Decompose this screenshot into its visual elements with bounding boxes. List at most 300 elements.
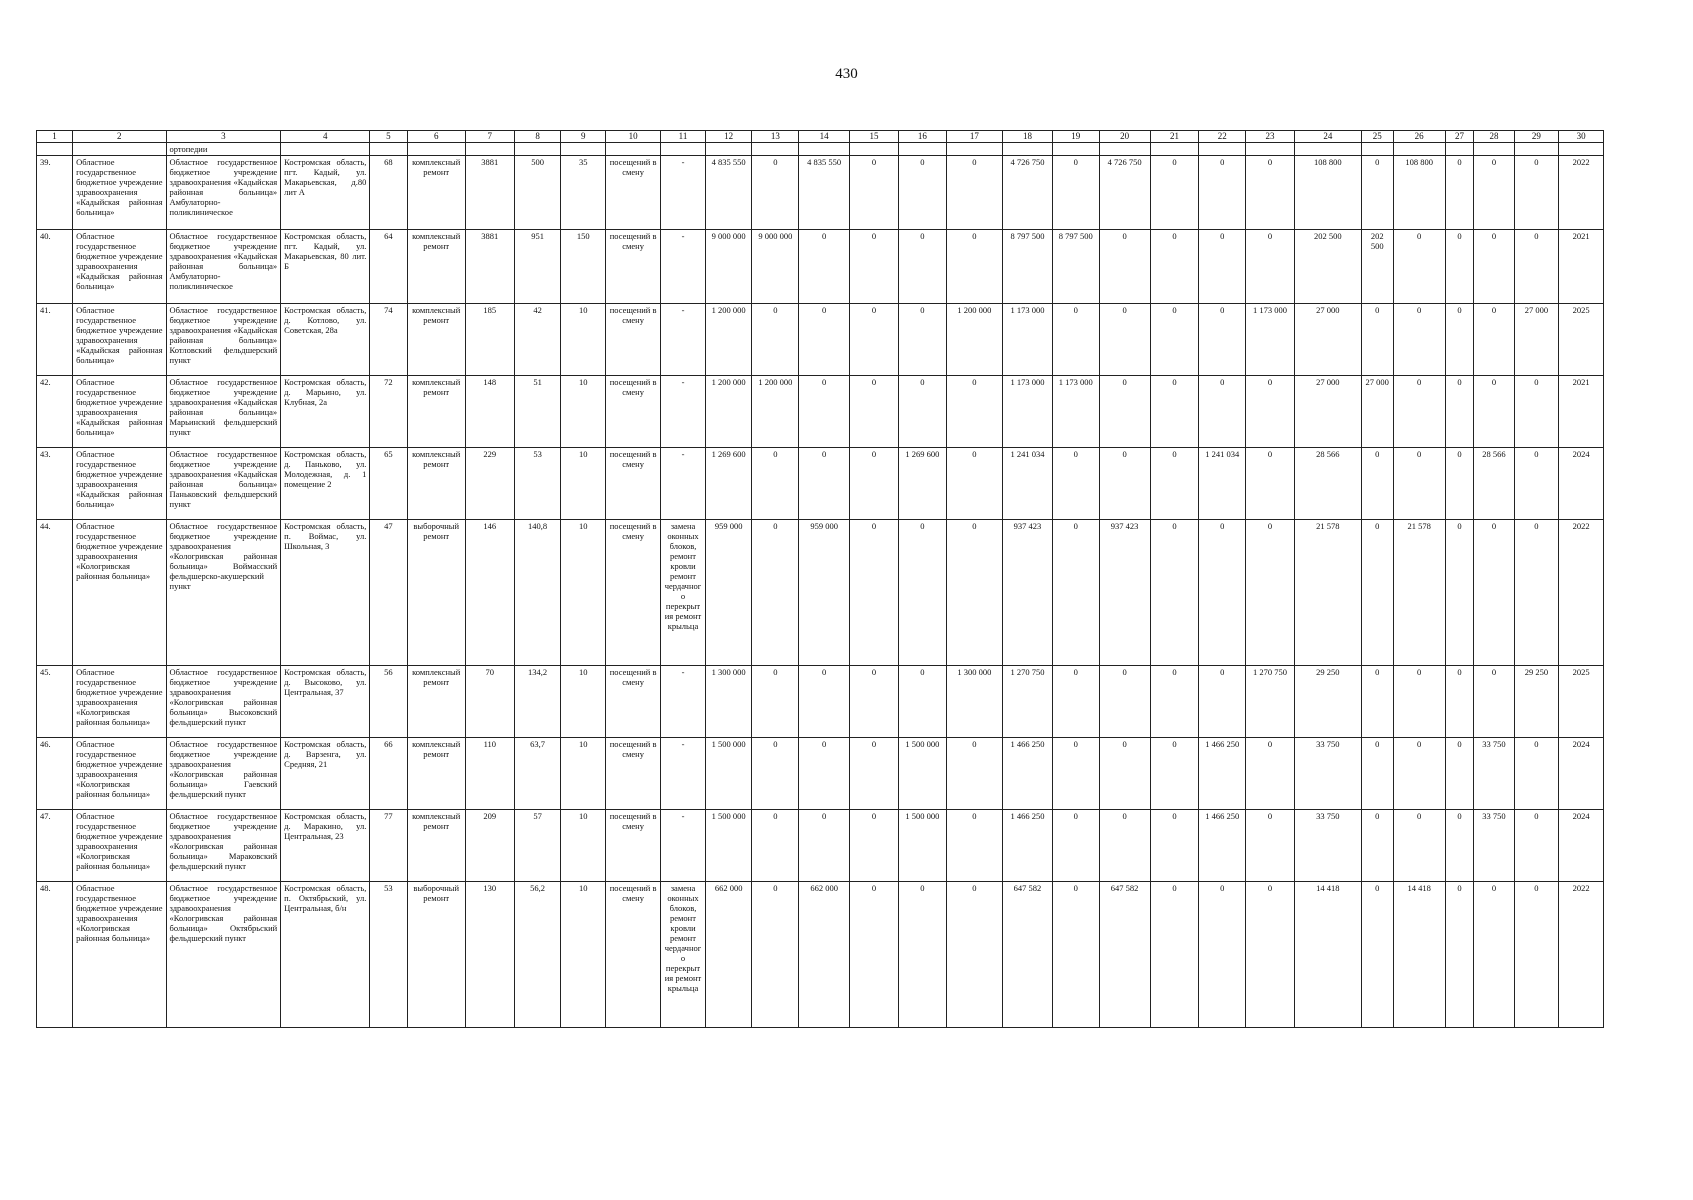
cell-col-12: 1 300 000: [705, 666, 752, 738]
cell-col-16: 0: [898, 520, 946, 666]
cell-col-3: Областное государственное бюджетное учреждение здравоохранения «Кадыйская районная больница» Паньковский фельдшерский пункт: [166, 448, 281, 520]
cell-col-3: Областное государственное бюджетное учреждение здравоохранения «Кадыйская районная больница» Амбулаторно-поликлиническое: [166, 156, 281, 230]
cell-col-12: 662 000: [705, 882, 752, 1028]
cell-col-29: 29 250: [1514, 666, 1559, 738]
cell-col-11: -: [661, 156, 706, 230]
cell-col-10: посещений в смену: [606, 882, 661, 1028]
cell-col-3: Областное государственное бюджетное учреждение здравоохранения «Кадыйская районная больница» Котловский фельдшерский пункт: [166, 304, 281, 376]
cell-col-27: 0: [1445, 304, 1474, 376]
column-number-16: 16: [898, 131, 946, 143]
cell-col-6: комплексный ремонт: [407, 156, 465, 230]
cell-col-22: 0: [1199, 156, 1246, 230]
cell-col-18: 4 726 750: [1003, 156, 1053, 230]
cell-col-28: 33 750: [1474, 810, 1514, 882]
cell-col-20: 0: [1099, 376, 1150, 448]
column-number-28: 28: [1474, 131, 1514, 143]
cell-col-14: 662 000: [799, 882, 850, 1028]
cell-col-24: 21 578: [1294, 520, 1361, 666]
column-number-15: 15: [850, 131, 899, 143]
cell-col-21: 0: [1150, 810, 1199, 882]
cell-col-2: Областное государственное бюджетное учреждение здравоохранения «Кологривская районная больница»: [73, 520, 166, 666]
cell-col-2: Областное государственное бюджетное учреждение здравоохранения «Кологривская районная больница»: [73, 666, 166, 738]
cell-col-7: 3881: [465, 230, 514, 304]
cell-col-30: 2024: [1559, 448, 1604, 520]
cell-col-20: 0: [1099, 448, 1150, 520]
cell-col-20: 0: [1099, 230, 1150, 304]
cell-col-7: 130: [465, 882, 514, 1028]
cell-col-1: 48.: [37, 882, 73, 1028]
cell-col-13: 0: [752, 810, 799, 882]
cell-col-12: 1 500 000: [705, 738, 752, 810]
cell-col-17: 0: [946, 882, 1002, 1028]
cell-col-2: Областное государственное бюджетное учреждение здравоохранения «Кадыйская районная больница»: [73, 156, 166, 230]
cell-col-23: 0: [1246, 882, 1295, 1028]
cell-col-12: 959 000: [705, 520, 752, 666]
cell-col-3: Областное государственное бюджетное учреждение здравоохранения «Кологривская районная больница» Мараковский фельдшерский пункт: [166, 810, 281, 882]
cell-col-27: 0: [1445, 230, 1474, 304]
cell-col-17: 0: [946, 738, 1002, 810]
cell-col-26: 0: [1393, 738, 1445, 810]
cell-col-4: Костромская область, д. Высоково, ул. Центральная, 37: [281, 666, 370, 738]
cell-col-6: комплексный ремонт: [407, 304, 465, 376]
cell-col-11: -: [661, 304, 706, 376]
cell-col-28: 0: [1474, 666, 1514, 738]
cell-col-14: 0: [799, 810, 850, 882]
cell-col-20: 0: [1099, 810, 1150, 882]
cell-col-26: 0: [1393, 448, 1445, 520]
cell-col-28: 28 566: [1474, 448, 1514, 520]
cell-col-23: 0: [1246, 230, 1295, 304]
cell-col-28: 0: [1474, 156, 1514, 230]
cell-col-23: 1 173 000: [1246, 304, 1295, 376]
cell-col-24: 28 566: [1294, 448, 1361, 520]
cell-col-13: 0: [752, 304, 799, 376]
cell-col-21: 0: [1150, 448, 1199, 520]
cell-col-30: 2022: [1559, 882, 1604, 1028]
cell-col-4: Костромская область, д. Маракино, ул. Центральная, 23: [281, 810, 370, 882]
cell-col-4: Костромская область, д. Котлово, ул. Советская, 28а: [281, 304, 370, 376]
cell-col-18: 8 797 500: [1003, 230, 1053, 304]
cell-col-13: 9 000 000: [752, 230, 799, 304]
cell-col-22: 0: [1199, 882, 1246, 1028]
cell-col-15: 0: [850, 738, 899, 810]
cell-col-5: 65: [370, 448, 407, 520]
cell-col-21: 0: [1150, 304, 1199, 376]
cell-col-12: 1 200 000: [705, 376, 752, 448]
cell-col-4: Костромская область, п. Октябрьский, ул. Центральная, б/н: [281, 882, 370, 1028]
cell-col-27: 0: [1445, 882, 1474, 1028]
cell-col-15: 0: [850, 448, 899, 520]
cell-col-9: 35: [561, 156, 606, 230]
cell-col-25: 0: [1361, 448, 1393, 520]
cell-col-15: 0: [850, 156, 899, 230]
cell-col-18: 647 582: [1003, 882, 1053, 1028]
table-row: [37, 520, 1604, 666]
cell-col-24: 29 250: [1294, 666, 1361, 738]
cell-col-9: 150: [561, 230, 606, 304]
cell-col-27: 0: [1445, 156, 1474, 230]
cell-col-16: 0: [898, 666, 946, 738]
column-number-8: 8: [514, 131, 561, 143]
cell-col-22: 0: [1199, 376, 1246, 448]
cell-col-5: 64: [370, 230, 407, 304]
cell-col-5: 77: [370, 810, 407, 882]
cell-col-15: 0: [850, 882, 899, 1028]
column-number-22: 22: [1199, 131, 1246, 143]
cell-col-5: 56: [370, 666, 407, 738]
cell-col-25: 0: [1361, 520, 1393, 666]
cell-col-22: 1 241 034: [1199, 448, 1246, 520]
cell-col-16: 1 269 600: [898, 448, 946, 520]
cell-col-25: 0: [1361, 810, 1393, 882]
cell-col-23: 0: [1246, 738, 1295, 810]
table-row: [37, 810, 1604, 882]
cell-col-4: Костромская область, д. Паньково, ул. Молодежная, д. 1 помещение 2: [281, 448, 370, 520]
cell-col-19: 0: [1052, 520, 1099, 666]
cell-col-13: 1 200 000: [752, 376, 799, 448]
cell-col-26: 0: [1393, 810, 1445, 882]
cell-col-5: 47: [370, 520, 407, 666]
cell-col-19: 0: [1052, 810, 1099, 882]
cell-col-25: 202 500: [1361, 230, 1393, 304]
cell-col-2: Областное государственное бюджетное учреждение здравоохранения «Кологривская районная больница»: [73, 882, 166, 1028]
cell-col-11: -: [661, 448, 706, 520]
column-number-3: 3: [166, 131, 281, 143]
cell-col-15: 0: [850, 666, 899, 738]
cell-col-2: Областное государственное бюджетное учреждение здравоохранения «Кологривская районная больница»: [73, 738, 166, 810]
cell-col-2: Областное государственное бюджетное учреждение здравоохранения «Кологривская районная больница»: [73, 810, 166, 882]
cell-col-13: 0: [752, 156, 799, 230]
cell-col-1: 44.: [37, 520, 73, 666]
cell-col-14: 0: [799, 376, 850, 448]
cell-col-8: 134,2: [514, 666, 561, 738]
column-number-1: 1: [37, 131, 73, 143]
cell-col-20: 0: [1099, 666, 1150, 738]
cell-col-13: 0: [752, 520, 799, 666]
cell-col-29: 0: [1514, 810, 1559, 882]
column-number-19: 19: [1052, 131, 1099, 143]
column-number-24: 24: [1294, 131, 1361, 143]
cell-col-9: 10: [561, 376, 606, 448]
cell-col-4: Костромская область, д. Варзенга, ул. Средняя, 21: [281, 738, 370, 810]
cell-col-5: 74: [370, 304, 407, 376]
cell-col-6: выборочный ремонт: [407, 882, 465, 1028]
cell-col-30: 2025: [1559, 304, 1604, 376]
cell-col-21: 0: [1150, 230, 1199, 304]
cell-col-28: 0: [1474, 376, 1514, 448]
cell-col-12: 1 200 000: [705, 304, 752, 376]
cell-col-10: посещений в смену: [606, 376, 661, 448]
cell-col-27: 0: [1445, 520, 1474, 666]
cell-col-28: 0: [1474, 304, 1514, 376]
column-number-18: 18: [1003, 131, 1053, 143]
cell-col-2: Областное государственное бюджетное учреждение здравоохранения «Кадыйская районная больница»: [73, 448, 166, 520]
cell-col-1: 47.: [37, 810, 73, 882]
column-number-11: 11: [661, 131, 706, 143]
cell-col-7: 70: [465, 666, 514, 738]
cell-col-20: 0: [1099, 304, 1150, 376]
cell-col-22: 0: [1199, 520, 1246, 666]
cell-col-7: 229: [465, 448, 514, 520]
cell-col-11: замена оконных блоков, ремонт кровли ремонт чердачного перекрытия ремонт крыльца: [661, 882, 706, 1028]
column-number-30: 30: [1559, 131, 1604, 143]
cell-col-5: 72: [370, 376, 407, 448]
cell-col-23: 0: [1246, 520, 1295, 666]
cell-col-17: 0: [946, 156, 1002, 230]
cell-col-12: 1 269 600: [705, 448, 752, 520]
cell-col-12: 1 500 000: [705, 810, 752, 882]
cell-col-5: 53: [370, 882, 407, 1028]
cell-col-26: 14 418: [1393, 882, 1445, 1028]
cell-col-28: 33 750: [1474, 738, 1514, 810]
cell-col-7: 3881: [465, 156, 514, 230]
column-number-29: 29: [1514, 131, 1559, 143]
column-number-4: 4: [281, 131, 370, 143]
column-number-23: 23: [1246, 131, 1295, 143]
cell-col-25: 0: [1361, 882, 1393, 1028]
cell-col-15: 0: [850, 520, 899, 666]
cell-col-12: 4 835 550: [705, 156, 752, 230]
cell-col-26: 0: [1393, 666, 1445, 738]
cell-col-10: посещений в смену: [606, 810, 661, 882]
cell-col-2: Областное государственное бюджетное учреждение здравоохранения «Кадыйская районная больница»: [73, 230, 166, 304]
cell-col-29: 27 000: [1514, 304, 1559, 376]
cell-col-24: 202 500: [1294, 230, 1361, 304]
cell-col-14: 959 000: [799, 520, 850, 666]
cell-col-13: 0: [752, 666, 799, 738]
cell-col-16: 0: [898, 230, 946, 304]
cell-col-29: 0: [1514, 376, 1559, 448]
cell-col-19: 0: [1052, 156, 1099, 230]
cell-col-11: -: [661, 376, 706, 448]
column-number-25: 25: [1361, 131, 1393, 143]
cell-col-3: Областное государственное бюджетное учреждение здравоохранения «Кологривская районная больница» Октябрьский фельдшерский пункт: [166, 882, 281, 1028]
table-row: [37, 156, 1604, 230]
table-row: [37, 230, 1604, 304]
cell-col-19: 0: [1052, 304, 1099, 376]
cell-col-10: посещений в смену: [606, 738, 661, 810]
cell-col-26: 0: [1393, 230, 1445, 304]
cell-col-26: 0: [1393, 376, 1445, 448]
cell-col-14: 4 835 550: [799, 156, 850, 230]
cell-col-28: 0: [1474, 882, 1514, 1028]
cell-col-7: 148: [465, 376, 514, 448]
cell-col-9: 10: [561, 738, 606, 810]
cell-col-23: 0: [1246, 448, 1295, 520]
cell-col-24: 14 418: [1294, 882, 1361, 1028]
column-number-12: 12: [705, 131, 752, 143]
cell-col-25: 0: [1361, 304, 1393, 376]
cell-col-1: 41.: [37, 304, 73, 376]
table-row: [37, 738, 1604, 810]
cell-col-6: комплексный ремонт: [407, 230, 465, 304]
cell-col-22: 0: [1199, 230, 1246, 304]
cell-col-6: комплексный ремонт: [407, 666, 465, 738]
cell-col-17: 0: [946, 448, 1002, 520]
cell-col-21: 0: [1150, 738, 1199, 810]
cell-col-21: 0: [1150, 882, 1199, 1028]
cell-col-3: Областное государственное бюджетное учреждение здравоохранения «Кологривская районная больница» Гаевский фельдшерский пункт: [166, 738, 281, 810]
cell-col-9: 10: [561, 304, 606, 376]
page-number: 430: [835, 66, 858, 82]
cell-col-8: 53: [514, 448, 561, 520]
table-row: [37, 304, 1604, 376]
cell-col-8: 57: [514, 810, 561, 882]
cell-col-7: 146: [465, 520, 514, 666]
cell-col-28: 0: [1474, 520, 1514, 666]
cell-col-29: 0: [1514, 230, 1559, 304]
table-row: [37, 666, 1604, 738]
cell-col-30: 2024: [1559, 738, 1604, 810]
cell-col-14: 0: [799, 230, 850, 304]
cell-col-30: 2022: [1559, 156, 1604, 230]
cell-col-6: комплексный ремонт: [407, 376, 465, 448]
table-row: [37, 448, 1604, 520]
cell-col-20: 0: [1099, 738, 1150, 810]
repair-schedule-table: [36, 130, 1604, 1028]
cell-col-9: 10: [561, 520, 606, 666]
cell-col-27: 0: [1445, 376, 1474, 448]
cell-col-17: 1 300 000: [946, 666, 1002, 738]
cell-col-8: 56,2: [514, 882, 561, 1028]
cell-col-4: Костромская область, п. Воймас, ул. Школьная, 3: [281, 520, 370, 666]
cell-col-21: 0: [1150, 156, 1199, 230]
cell-col-28: 0: [1474, 230, 1514, 304]
cell-col-25: 27 000: [1361, 376, 1393, 448]
cell-col-21: 0: [1150, 376, 1199, 448]
column-number-7: 7: [465, 131, 514, 143]
cell-col-11: -: [661, 810, 706, 882]
cell-col-3: Областное государственное бюджетное учреждение здравоохранения «Кадыйская районная больница» Марьинский фельдшерский пункт: [166, 376, 281, 448]
cell-col-9: 10: [561, 810, 606, 882]
column-number-13: 13: [752, 131, 799, 143]
cell-col-30: 2021: [1559, 376, 1604, 448]
cell-col-30: 2021: [1559, 230, 1604, 304]
cell-col-1: 42.: [37, 376, 73, 448]
cell-col-29: 0: [1514, 738, 1559, 810]
cell-col-14: 0: [799, 738, 850, 810]
cell-col-22: 0: [1199, 304, 1246, 376]
cell-col-16: 0: [898, 304, 946, 376]
cell-col-26: 21 578: [1393, 520, 1445, 666]
cell-col-15: 0: [850, 376, 899, 448]
cell-col-26: 0: [1393, 304, 1445, 376]
cell-col-16: 0: [898, 156, 946, 230]
cell-col-27: 0: [1445, 666, 1474, 738]
cell-col-27: 0: [1445, 448, 1474, 520]
cell-col-17: 0: [946, 520, 1002, 666]
cell-col-8: 951: [514, 230, 561, 304]
cell-col-4: Костромская область, пгт. Кадый, ул. Макарьевская, 80 лит. Б: [281, 230, 370, 304]
table-row: [37, 882, 1604, 1028]
cell-col-7: 209: [465, 810, 514, 882]
cell-col-16: 1 500 000: [898, 810, 946, 882]
cell-col-20: 647 582: [1099, 882, 1150, 1028]
cell-col-24: 108 800: [1294, 156, 1361, 230]
cell-col-19: 0: [1052, 882, 1099, 1028]
cell-col-8: 63,7: [514, 738, 561, 810]
cell-col-14: 0: [799, 304, 850, 376]
cell-col-30: 2022: [1559, 520, 1604, 666]
cell-col-24: 27 000: [1294, 304, 1361, 376]
cell-col-18: 1 173 000: [1003, 376, 1053, 448]
cell-col-1: 46.: [37, 738, 73, 810]
cell-col-2: Областное государственное бюджетное учреждение здравоохранения «Кадыйская районная больница»: [73, 304, 166, 376]
cell-col-20: 937 423: [1099, 520, 1150, 666]
cell-col-8: 42: [514, 304, 561, 376]
cell-col-6: комплексный ремонт: [407, 738, 465, 810]
cell-col-4: Костромская область, пгт. Кадый, ул. Макарьевская, д.80 лит А: [281, 156, 370, 230]
cell-col-25: 0: [1361, 738, 1393, 810]
column-number-5: 5: [370, 131, 407, 143]
cell-col-22: 1 466 250: [1199, 810, 1246, 882]
cell-col-19: 1 173 000: [1052, 376, 1099, 448]
cell-col-23: 0: [1246, 156, 1295, 230]
cell-col-29: 0: [1514, 520, 1559, 666]
cell-col-11: -: [661, 738, 706, 810]
cell-col-24: 33 750: [1294, 738, 1361, 810]
cell-col-4: Костромская область, д. Марьино, ул. Клубная, 2а: [281, 376, 370, 448]
cell-col-9: 10: [561, 882, 606, 1028]
cell-col-19: 0: [1052, 738, 1099, 810]
column-number-27: 27: [1445, 131, 1474, 143]
cell-col-15: 0: [850, 810, 899, 882]
cell-col-6: комплексный ремонт: [407, 448, 465, 520]
cell-col-18: 1 466 250: [1003, 810, 1053, 882]
cell-col-12: 9 000 000: [705, 230, 752, 304]
cell-col-3: Областное государственное бюджетное учреждение здравоохранения «Кологривская районная больница» Высоковский фельдшерский пункт: [166, 666, 281, 738]
cell-col-21: 0: [1150, 666, 1199, 738]
cell-col-2: Областное государственное бюджетное учреждение здравоохранения «Кадыйская районная больница»: [73, 376, 166, 448]
cell-col-18: 1 173 000: [1003, 304, 1053, 376]
cell-col-16: 1 500 000: [898, 738, 946, 810]
cell-col-13: 0: [752, 738, 799, 810]
cell-col-16: 0: [898, 882, 946, 1028]
cell-col-23: 0: [1246, 376, 1295, 448]
cell-col-29: 0: [1514, 448, 1559, 520]
cell-col-18: 1 270 750: [1003, 666, 1053, 738]
column-number-14: 14: [799, 131, 850, 143]
cell-col-15: 0: [850, 230, 899, 304]
cell-col-10: посещений в смену: [606, 448, 661, 520]
cell-col-8: 500: [514, 156, 561, 230]
cell-col-7: 110: [465, 738, 514, 810]
cell-col-27: 0: [1445, 810, 1474, 882]
cell-col-30: 2025: [1559, 666, 1604, 738]
cell-col-7: 185: [465, 304, 514, 376]
carry-over-row: [37, 143, 1604, 156]
cell-col-19: 8 797 500: [1052, 230, 1099, 304]
cell-col-26: 108 800: [1393, 156, 1445, 230]
cell-col-11: замена оконных блоков, ремонт кровли ремонт чердачного перекрытия ремонт крыльца: [661, 520, 706, 666]
cell-col-17: 1 200 000: [946, 304, 1002, 376]
cell-col-20: 4 726 750: [1099, 156, 1150, 230]
column-number-10: 10: [606, 131, 661, 143]
cell-col-15: 0: [850, 304, 899, 376]
cell-col-3: Областное государственное бюджетное учреждение здравоохранения «Кадыйская районная больница» Амбулаторно-поликлиническое: [166, 230, 281, 304]
cell-col-21: 0: [1150, 520, 1199, 666]
cell-col-8: 140,8: [514, 520, 561, 666]
cell-col-23: 1 270 750: [1246, 666, 1295, 738]
cell-col-19: 0: [1052, 448, 1099, 520]
cell-col-10: посещений в смену: [606, 156, 661, 230]
cell-col-17: 0: [946, 230, 1002, 304]
cell-col-22: 0: [1199, 666, 1246, 738]
cell-col-14: 0: [799, 666, 850, 738]
column-number-2: 2: [73, 131, 166, 143]
cell-col-18: 1 466 250: [1003, 738, 1053, 810]
cell-col-25: 0: [1361, 156, 1393, 230]
